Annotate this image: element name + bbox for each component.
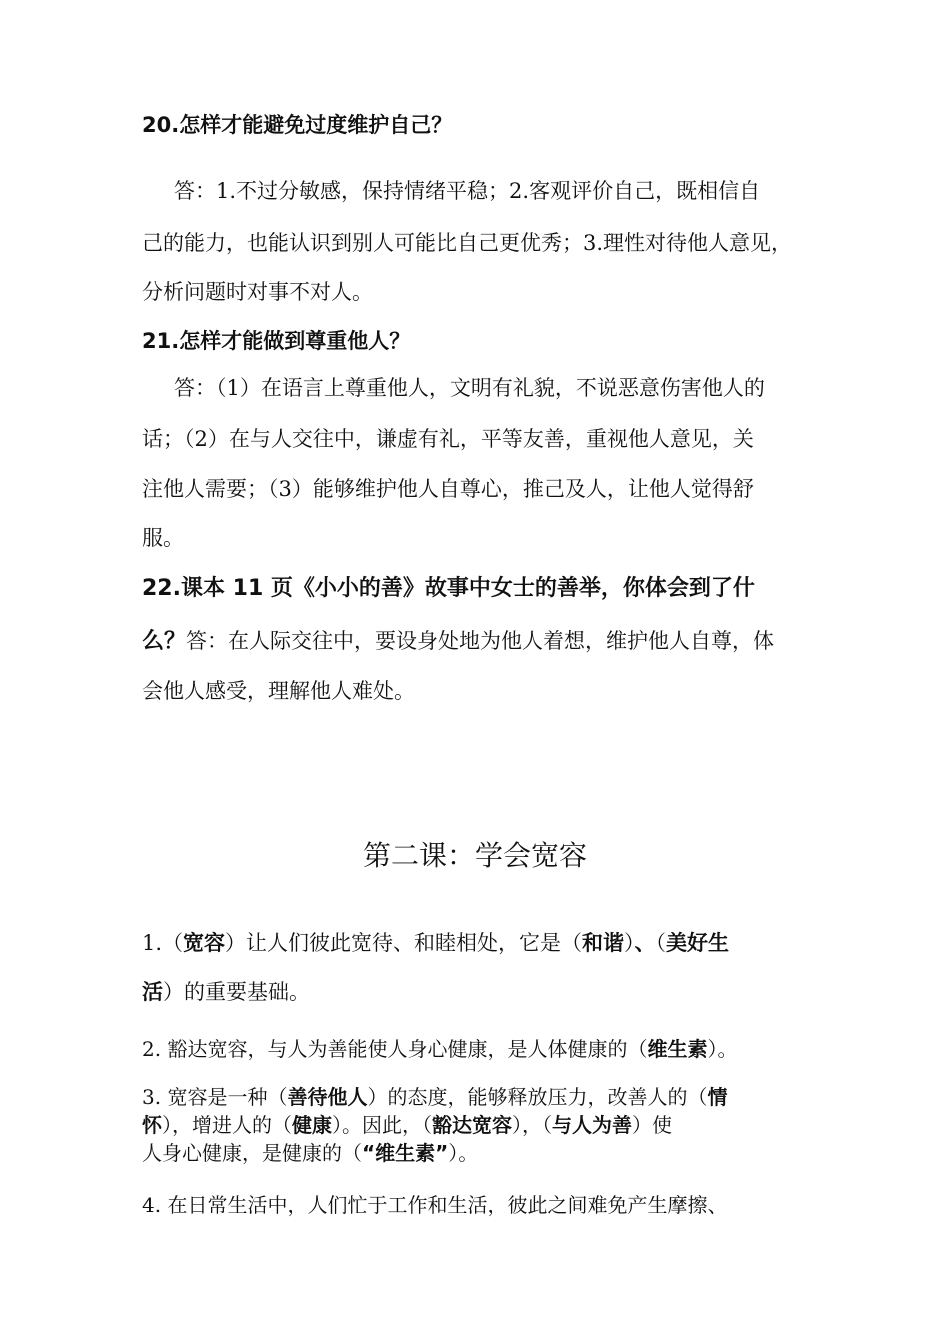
- item-3-line-3: [142, 1138, 478, 1168]
- item-2-text: 2. 豁达宽容，与人为善能使人身心健康，是人体健康的（: [142, 1037, 648, 1061]
- item-4-line-1: 4. 在日常生活中，人们忙于工作和生活，彼此之间难免产生摩擦、: [142, 1193, 728, 1217]
- item-1-line-2: [142, 977, 310, 1007]
- item-1-bold-term: 、: [634, 931, 656, 955]
- answer-21-line-2: 话；（2）在与人交往中，谦虚有礼，平等友善，重视他人意见，关: [142, 427, 754, 451]
- item-2-line-1: [142, 1034, 737, 1064]
- item-1-bold-term: 宽容: [183, 931, 226, 955]
- item-3-bold-term: 善待他人: [287, 1085, 368, 1109]
- item-1-bold-term: 活: [142, 980, 163, 1004]
- answer-22-line-2: 会他人感受，理解他人难处。: [142, 679, 415, 703]
- answer-21-line-4: 服。: [142, 526, 184, 550]
- item-3-text: ），（: [512, 1113, 552, 1137]
- question-22-title-line-1: 22.课本 11 页《小小的善》故事中女士的善举，你体会到了什: [142, 576, 755, 601]
- answer-21-line-3: 注他人需要；（3）能够维护他人自尊心，推己及人，让他人觉得舒: [142, 477, 754, 501]
- question-22-title-line-2: 么？: [142, 629, 187, 654]
- item-3-text: ）。: [448, 1141, 479, 1165]
- item-3-line-2: [142, 1110, 672, 1140]
- item-2-bold-term: 维生素: [647, 1037, 708, 1061]
- item-1-text: ）的重要基础。: [163, 980, 310, 1004]
- item-2-text: ）。: [707, 1037, 738, 1061]
- item-3-bold-term: 健康: [292, 1113, 332, 1137]
- item-3-bold-term: 怀: [142, 1113, 162, 1137]
- item-1-text: ）让人们彼此宽待、和睦相处，它是（: [225, 931, 583, 955]
- lesson-title: 第二课：学会宽容: [362, 839, 587, 872]
- item-1-text: ）: [624, 931, 635, 955]
- question-20-title: 20.怎样才能避免过度维护自己？: [142, 113, 453, 137]
- answer-21-line-1: 答：（1）在语言上尊重他人，文明有礼貌，不说恶意伤害他人的: [174, 376, 765, 400]
- item-3-text: ）。因此，（: [332, 1113, 432, 1137]
- item-3-text: ），增进人的（: [162, 1113, 292, 1137]
- item-1-bold-term: 和谐: [582, 931, 625, 955]
- item-1-text: （: [655, 931, 667, 955]
- item-3-text: ）使: [632, 1113, 672, 1137]
- answer-22-line-1: 答：在人际交往中，要设身处地为他人着想，维护他人自尊，体: [186, 629, 775, 653]
- item-3-bold-term: 与人为善: [552, 1113, 632, 1137]
- answer-20-line-3: 分析问题时对事不对人。: [142, 280, 373, 304]
- question-21-title: 21.怎样才能做到尊重他人？: [142, 329, 411, 353]
- question-22-line-2: [142, 626, 774, 657]
- item-3-text: ）的态度，能够释放压力，改善人的（: [367, 1085, 708, 1109]
- answer-20-line-2: 己的能力，也能认识到别人可能比自己更优秀；3.理性对待他人意见，: [142, 231, 793, 255]
- item-3-bold-term: 情: [707, 1085, 728, 1109]
- item-1-text: 1.（: [142, 931, 184, 955]
- answer-20-line-1: 答：1.不过分敏感，保持情绪平稳；2.客观评价自己，既相信自: [174, 179, 761, 203]
- item-3-bold-term: 豁达宽容: [432, 1113, 512, 1137]
- item-3-text: 人身心健康，是健康的（: [142, 1141, 362, 1165]
- item-3-line-1: [142, 1082, 727, 1112]
- item-3-text: 3. 宽容是一种（: [142, 1085, 288, 1109]
- item-3-bold-term: “维生素”: [362, 1141, 449, 1165]
- item-1-bold-term: 美好生: [666, 931, 730, 955]
- item-1-line-1: [142, 928, 729, 958]
